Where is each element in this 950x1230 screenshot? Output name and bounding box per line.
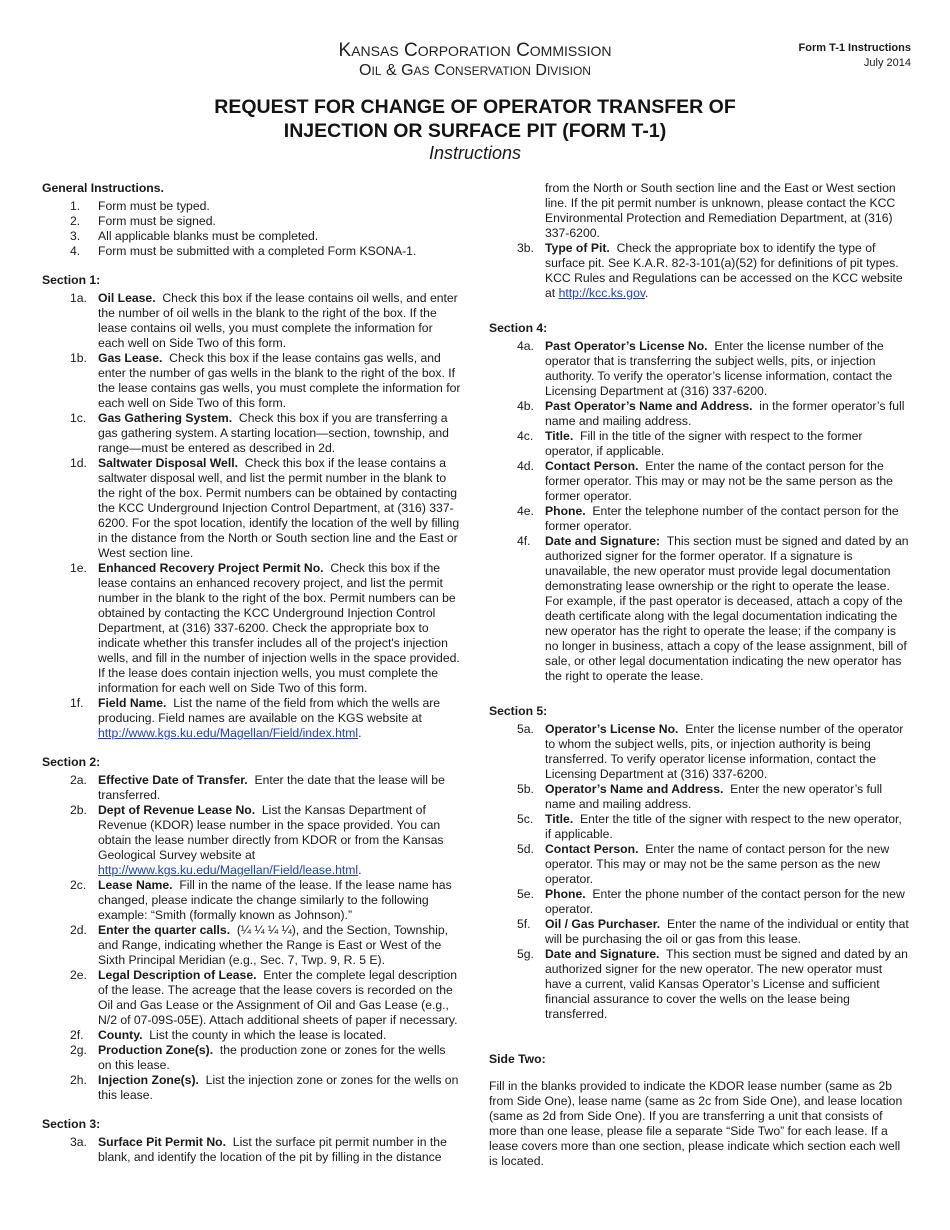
section-3 xyxy=(42,1117,462,1165)
side-two-text: Fill in the blanks provided to indicate the KDOR lease number (same as 2b from Side One), lease name (same as 2c from Side One), and lease location (same as 2d from Side One). If you are transferring a unit that consists of more than one lease, please file a separate “Side Two” for each lease. If a lease covers more than one section, please indicate which section each well is located. xyxy=(489,1079,903,1168)
item-number: 4d. xyxy=(517,459,534,473)
division-letter: D xyxy=(535,62,547,79)
item-number: 1. xyxy=(70,199,81,213)
list-item xyxy=(489,181,911,241)
item-number: 3b. xyxy=(517,241,534,255)
item-label: Contact Person. xyxy=(545,459,639,473)
item-text: Enter the phone number of the contact person for the new operator. xyxy=(545,887,905,916)
item-text: This section must be signed and dated by an authorized signer for the former operator. If a signature is unavailable, the new operator must provide legal documentation demonstrating lease ownership or the right to operate the lease. For example, if the past operator is deceased, attach a copy of the death certificate along with the legal documentation indicating the new operator has the right to operate the lease; if the company is no longer in business, attach a copy of the lease assignment, bill of sale, or other legal documentation indicating the new operator has the right to operate the lease. xyxy=(545,534,909,683)
section-heading: Section 3: xyxy=(42,1117,101,1131)
item-number: 5d. xyxy=(517,842,534,856)
division-word: IVISION xyxy=(546,64,591,78)
right-column xyxy=(489,181,911,1183)
list-item xyxy=(42,803,462,878)
item-label: Past Operator’s License No. xyxy=(545,339,708,353)
item-text: This section must be signed and dated by an authorized signer for the new operator. The new operator must have a current, valid Kansas Operator’s License and sufficient financial assurance to cover the wells on the lease being transferred. xyxy=(545,947,908,1021)
title-line-1: REQUEST FOR CHANGE OF OPERATOR TRANSFER OF xyxy=(214,96,736,118)
item-text: (¼ ¼ ¼ ¼), and the Section, Township, and Range, indicating whether the Range is East or West of the Sixth Principal Meridian (e.g., Sec. 7, Twp. 9, R. 5 E). xyxy=(98,923,449,967)
item-label: Gas Lease. xyxy=(98,351,163,365)
item-text: Fill in the title of the signer with respect to the former operator, if applicable. xyxy=(545,429,863,458)
item-text: . xyxy=(645,286,649,300)
item-number: 2h. xyxy=(70,1073,87,1087)
list-item xyxy=(489,459,911,504)
item-label: County. xyxy=(98,1028,143,1042)
item-label: Contact Person. xyxy=(545,842,639,856)
list-item xyxy=(489,429,911,459)
division-word: AS xyxy=(413,64,430,78)
list-item xyxy=(489,842,911,887)
item-number: 4a. xyxy=(517,339,534,353)
agency-letter: K xyxy=(338,40,352,61)
item-number: 1c. xyxy=(70,411,87,425)
division-word: ONSERVATION xyxy=(445,64,531,78)
section-2 xyxy=(42,755,462,1103)
item-number: 2. xyxy=(70,214,81,228)
item-number: 5b. xyxy=(517,782,534,796)
list-item xyxy=(42,199,462,214)
item-label: Title. xyxy=(545,429,574,443)
item-text: Enter the complete legal description of the lease. The acreage that the lease covers is recorded on the Oil and Gas Lease or the Assignment of Oil and Gas Lease (e.g., N/2 of 07-09S-05E). Attach additional sheets of paper if necessary. xyxy=(98,968,458,1027)
item-label: Injection Zone(s). xyxy=(98,1073,199,1087)
list-item xyxy=(42,456,462,561)
item-label: Enter the quarter calls. xyxy=(98,923,231,937)
section-heading: Section 4: xyxy=(489,321,548,335)
division-word: IL xyxy=(371,64,382,78)
agency-word: ORPORATION xyxy=(417,43,511,59)
item-number: 3. xyxy=(70,229,81,243)
list-item xyxy=(42,1135,462,1165)
list-item xyxy=(42,411,462,456)
form-label: Form T-1 Instructions xyxy=(798,42,911,54)
section-1 xyxy=(42,273,462,741)
item-number: 2e. xyxy=(70,968,87,982)
item-number: 4f. xyxy=(517,534,531,548)
item-label: Dept of Revenue Lease No. xyxy=(98,803,256,817)
list-item xyxy=(42,968,462,1028)
item-text: Check this box if the lease contains a saltwater disposal well, and list the permit number in the blank to the right of the box. Permit numbers can be obtained by contacting the KCC Underground Injection Control Department, at (316) 337-6200. For the spot location, identify the location of the well by filling in the distance from the North or South section line and the East or West section line. xyxy=(98,456,460,560)
item-text: Form must be typed. xyxy=(98,199,210,213)
list-item xyxy=(42,1073,462,1103)
item-label: Surface Pit Permit No. xyxy=(98,1135,227,1149)
form-identifier xyxy=(799,41,911,71)
item-number: 5c. xyxy=(517,812,534,826)
form-date: July 2014 xyxy=(863,57,911,69)
item-text: Enter the name of contact person for the new operator. This may or may not be the same person as the new operator. xyxy=(545,842,890,886)
item-number: 2c. xyxy=(70,878,87,892)
list-item xyxy=(489,887,911,917)
section-heading: Section 2: xyxy=(42,755,101,769)
agency-letter: C xyxy=(403,40,418,61)
list-item xyxy=(42,561,462,696)
agency-word: OMMISSION xyxy=(529,43,612,59)
list-item xyxy=(489,241,911,301)
list-item xyxy=(489,339,911,399)
item-number: 2b. xyxy=(70,803,87,817)
section-5 xyxy=(489,704,911,1022)
section-4 xyxy=(489,321,911,684)
section-3-continued xyxy=(489,181,911,301)
division-letter: G xyxy=(401,62,414,79)
list-item xyxy=(42,229,462,244)
item-number: 5g. xyxy=(517,947,534,961)
division-amp: & xyxy=(385,62,397,79)
list-item xyxy=(42,923,462,968)
item-label: Title. xyxy=(545,812,574,826)
item-label: Type of Pit. xyxy=(545,241,610,255)
item-number: 4c. xyxy=(517,429,534,443)
item-text: . xyxy=(358,863,362,877)
item-label: Date and Signature. xyxy=(545,947,660,961)
section-heading: General Instructions. xyxy=(42,181,164,195)
item-label: Phone. xyxy=(545,887,586,901)
item-text: Check this box if the lease contains an enhanced recovery project, and list the permit number in the blank to the right of the box. Permit numbers can be obtained by contacting the KCC Underground Injection Control Department, at (316) 337-6200. Check the appropriate box to indicate whether this transfer includes all of the project's injection wells, and fill in the number of injection wells in the space provided. If the lease does contain injection wells, you must complete the information for each well on Side Two of this form. xyxy=(98,561,460,695)
list-item xyxy=(42,291,462,351)
list-item xyxy=(489,782,911,812)
item-text: Enter the date that the lease will be transferred. xyxy=(98,773,445,802)
item-number: 2d. xyxy=(70,923,87,937)
item-label: Date and Signature: xyxy=(545,534,661,548)
item-label: Production Zone(s). xyxy=(98,1043,214,1057)
list-item xyxy=(42,1043,462,1073)
item-number: 5a. xyxy=(517,722,534,736)
item-text: Fill in the name of the lease. If the lease name has changed, please indicate the change similarly to the following example: “Smith (formally known as Johnson).” xyxy=(98,878,452,922)
item-text: in the former operator’s full name and mailing address. xyxy=(545,399,905,428)
list-item xyxy=(42,1028,462,1043)
list-item xyxy=(489,947,911,1022)
item-number: 1b. xyxy=(70,351,87,365)
item-text: the production zone or zones for the wells on this lease. xyxy=(98,1043,446,1072)
item-number: 3a. xyxy=(70,1135,87,1149)
item-label: Oil Lease. xyxy=(98,291,156,305)
item-text: Enter the name of the individual or entity that will be purchasing the oil or gas from this lease. xyxy=(545,917,909,946)
item-text: List the name of the field from which the wells are producing. Field names are available on the KGS website at xyxy=(98,696,441,725)
section-heading: Section 5: xyxy=(489,704,548,718)
list-item xyxy=(489,504,911,534)
item-text: Check the appropriate box to identify the type of surface pit. See K.A.R. 82-3-101(a)(52) for definitions of pit types. KCC Rules and Regulations can be accessed on the KCC website at xyxy=(545,241,903,300)
item-label: Operator’s License No. xyxy=(545,722,679,736)
item-text: List the county in which the lease is located. xyxy=(149,1028,387,1042)
item-number: 2g. xyxy=(70,1043,87,1057)
division-letter: C xyxy=(434,62,446,79)
list-item xyxy=(489,722,911,782)
kgs-field-link[interactable]: http://www.kgs.ku.edu/Magellan/Field/index.html xyxy=(98,726,359,740)
item-label: Legal Description of Lease. xyxy=(98,968,257,982)
general-instructions xyxy=(42,181,462,259)
item-number: 2f. xyxy=(70,1028,84,1042)
list-item xyxy=(42,214,462,229)
item-number: 1a. xyxy=(70,291,87,305)
item-text: Check this box if the lease contains oil wells, and enter the number of oil wells in the blank to the right of the box. If the lease contains oil wells, you must complete the information for each well on Side Two of this form. xyxy=(98,291,458,350)
item-number: 5e. xyxy=(517,887,534,901)
item-number: 1f. xyxy=(70,696,84,710)
division-letter: O xyxy=(359,62,372,79)
kgs-lease-link[interactable]: http://www.kgs.ku.edu/Magellan/Field/lease.html xyxy=(98,863,359,877)
list-item xyxy=(489,917,911,947)
list-item xyxy=(42,244,462,259)
item-text: . xyxy=(358,726,362,740)
list-item xyxy=(42,773,462,803)
side-two xyxy=(489,1052,911,1169)
item-label: Past Operator’s Name and Address. xyxy=(545,399,753,413)
item-number: 5f. xyxy=(517,917,531,931)
item-label: Effective Date of Transfer. xyxy=(98,773,248,787)
agency-word: ANSAS xyxy=(351,43,399,59)
list-item xyxy=(42,696,462,741)
item-text: All applicable blanks must be completed. xyxy=(98,229,319,243)
item-number: 4. xyxy=(70,244,81,258)
item-label: Lease Name. xyxy=(98,878,173,892)
item-text: List the injection zone or zones for the wells on this lease. xyxy=(98,1073,459,1102)
page-title xyxy=(0,95,950,143)
kcc-website-link[interactable]: http://kcc.ks.gov xyxy=(558,286,646,300)
item-number: 1e. xyxy=(70,561,87,575)
section-heading: Side Two: xyxy=(489,1052,546,1066)
item-number: 1d. xyxy=(70,456,87,470)
item-number: 4b. xyxy=(517,399,534,413)
item-text: List the Kansas Department of Revenue (KDOR) lease number in the space provided. You can obtain the lease number directly from KDOR or from the Kansas Geological Survey website at xyxy=(98,803,444,862)
item-text: Enter the title of the signer with respect to the new operator, if applicable. xyxy=(545,812,902,841)
item-label: Oil / Gas Purchaser. xyxy=(545,917,661,931)
item-text: from the North or South section line and the East or West section line. If the pit permit number is unknown, please contact the KCC Environmental Protection and Remediation Department, at (316) 337-6200. xyxy=(545,181,896,240)
item-label: Field Name. xyxy=(98,696,167,710)
item-text: Enter the name of the contact person for the former operator. This may or may not be the same person as the former operator. xyxy=(545,459,893,503)
item-text: Check this box if you are transferring a gas gathering system. A starting location—section, township, and range—must be entered as described in 2d. xyxy=(98,411,449,455)
item-text: List the surface pit permit number in the blank, and identify the location of the pit by filling in the distance xyxy=(98,1135,447,1164)
item-text: Check this box if the lease contains gas wells, and enter the number of gas wells in the blank to the right of the box. If the lease contains gas wells, you must complete the information for each well on Side Two of this form. xyxy=(98,351,461,410)
list-item xyxy=(489,399,911,429)
item-text: Enter the license number of the operator to whom the subject wells, pits, or injection authority is being transferred. To verify operator license information, contact the Licensing Department at (316) 337-6200. xyxy=(545,722,904,781)
section-heading: Section 1: xyxy=(42,273,101,287)
list-item xyxy=(489,812,911,842)
item-text: Enter the license number of the operator that is transferring the subject wells, pits, or injection authority. To verify the operator’s license information, contact the Licensing Department at (316) 337-6200. xyxy=(545,339,893,398)
item-text: Form must be submitted with a completed Form KSONA-1. xyxy=(98,244,417,258)
page-subtitle: Instructions xyxy=(428,143,522,163)
item-number: 4e. xyxy=(517,504,534,518)
item-label: Enhanced Recovery Project Permit No. xyxy=(98,561,324,575)
list-item xyxy=(42,351,462,411)
item-label: Saltwater Disposal Well. xyxy=(98,456,238,470)
item-label: Phone. xyxy=(545,504,586,518)
agency-letter: C xyxy=(516,40,530,61)
item-number: 2a. xyxy=(70,773,87,787)
list-item xyxy=(489,534,911,684)
item-text: Form must be signed. xyxy=(98,214,216,228)
item-label: Gas Gathering System. xyxy=(98,411,233,425)
item-label: Operator’s Name and Address. xyxy=(545,782,724,796)
list-item xyxy=(42,878,462,923)
left-column xyxy=(42,181,462,1179)
item-text: Enter the telephone number of the contact person for the former operator. xyxy=(545,504,899,533)
title-line-2: INJECTION OR SURFACE PIT (FORM T-1) xyxy=(283,120,667,142)
item-text: Enter the new operator’s full name and mailing address. xyxy=(545,782,883,811)
